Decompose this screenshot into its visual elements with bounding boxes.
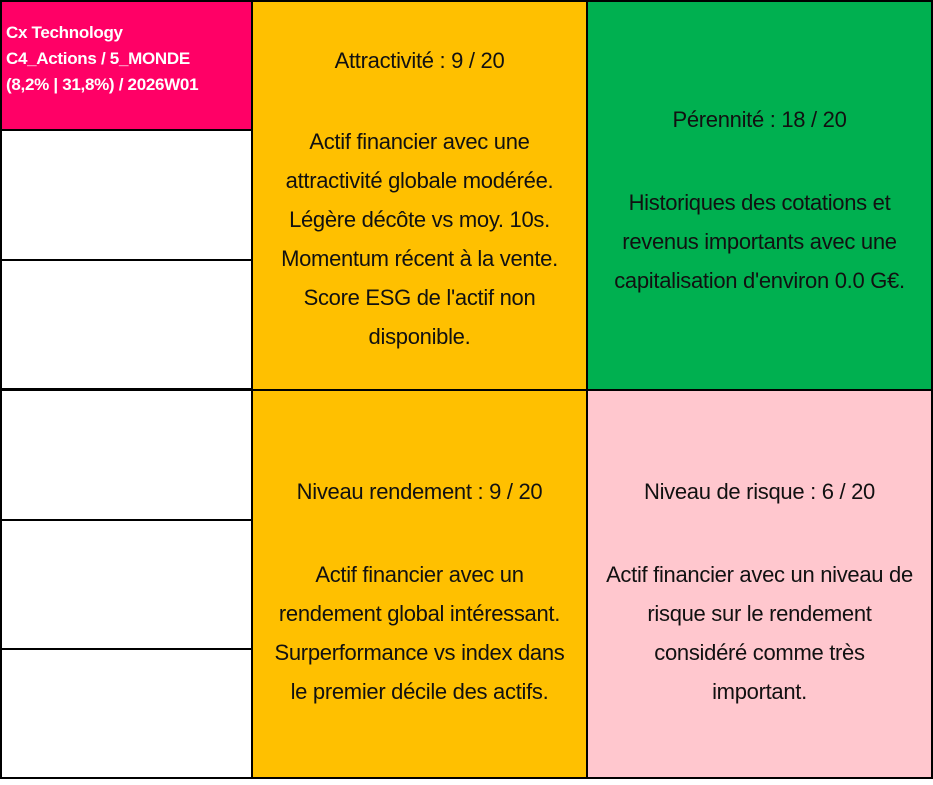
description-line: Surperformance vs index dans [274, 640, 565, 665]
perennite-title: Pérennité : 18 / 20 [672, 107, 847, 132]
bottom-margin [0, 779, 933, 785]
rendement-title: Niveau rendement : 9 / 20 [296, 479, 543, 504]
perennite-description [614, 183, 905, 300]
description-line: Momentum récent à la vente. [281, 246, 558, 271]
risque-description [606, 555, 913, 711]
description-line: important. [712, 679, 807, 704]
rendement-description [275, 555, 565, 711]
asset-header-cell [0, 0, 253, 131]
empty-cell [0, 519, 253, 650]
asset-category: C4_Actions / 5_MONDE [6, 49, 190, 68]
rendement-cell [251, 389, 588, 779]
description-line: Score ESG de l'actif non [303, 285, 536, 310]
description-line: revenus importants avec une [622, 229, 897, 254]
empty-cell [0, 129, 253, 261]
description-line: risque sur le rendement [647, 601, 872, 626]
perennite-cell [586, 0, 933, 391]
description-line: attractivité globale modérée. [285, 168, 554, 193]
attractivite-description [281, 122, 558, 356]
attractivite-title: Attractivité : 9 / 20 [334, 48, 505, 73]
empty-cell [0, 259, 253, 390]
attractivite-cell [251, 0, 588, 391]
description-line: rendement global intéressant. [278, 601, 561, 626]
description-line: disponible. [368, 324, 471, 349]
description-line: le premier décile des actifs. [290, 679, 549, 704]
risque-cell [586, 389, 933, 779]
risque-title: Niveau de risque : 6 / 20 [644, 479, 875, 504]
empty-cell [0, 389, 253, 521]
empty-cell [0, 648, 253, 779]
description-line: considéré comme très [654, 640, 865, 665]
description-line: Historiques des cotations et [628, 190, 891, 215]
description-line: Actif financier avec une [309, 129, 530, 154]
asset-stats: (8,2% | 31,8%) / 2026W01 [6, 75, 199, 94]
asset-name: Cx Technology [6, 23, 123, 42]
description-line: Actif financier avec un niveau de [606, 562, 913, 587]
description-line: Légère décôte vs moy. 10s. [289, 207, 550, 232]
description-line: Actif financier avec un [315, 562, 524, 587]
description-line: capitalisation d'environ 0.0 G€. [614, 268, 905, 293]
